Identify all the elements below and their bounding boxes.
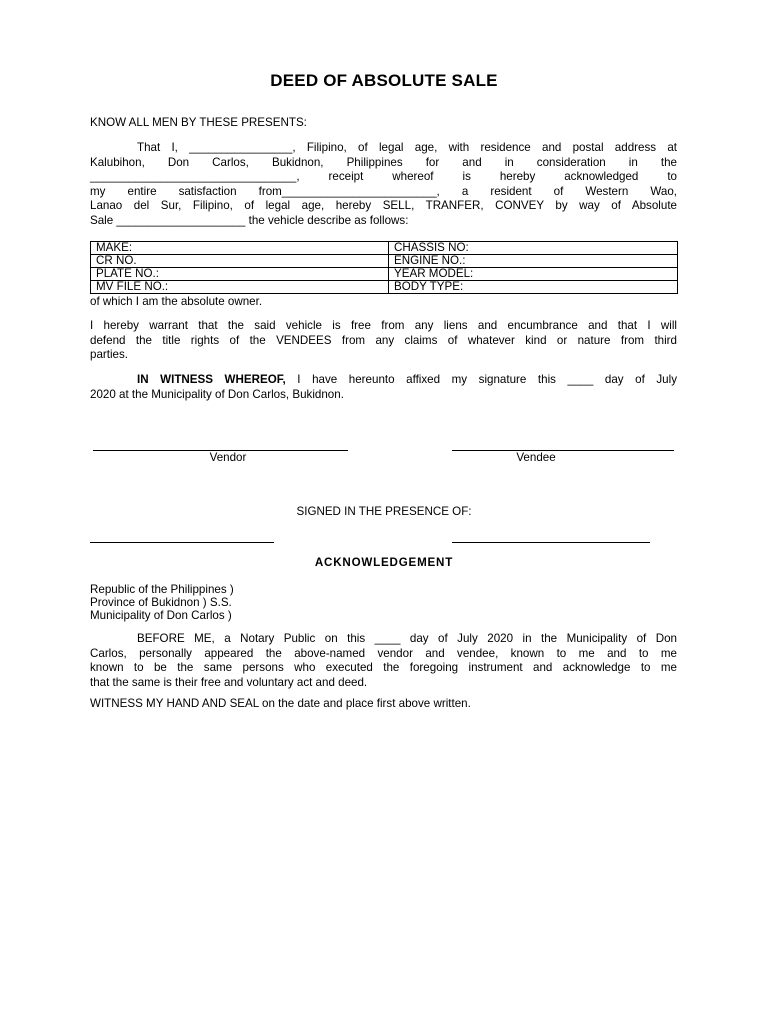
notary-paragraph [90, 632, 677, 690]
warranty-line-1: I hereby warrant that the said vehicle is free from any liens and encumbrance and that I will [90, 319, 677, 332]
engine-cell: ENGINE NO.: [389, 255, 678, 268]
venue-municipality: Municipality of Don Carlos ) [90, 609, 232, 622]
body-type-cell: BODY TYPE: [389, 281, 678, 294]
notary-line-1: BEFORE ME, a Notary Public on this ____ day of July 2020 in the Municipality of Don [137, 632, 677, 645]
year-model-cell: YEAR MODEL: [389, 268, 678, 281]
witness-paragraph [90, 373, 677, 402]
cr-cell: CR NO. [91, 255, 389, 268]
warranty-line-3: parties. [90, 348, 129, 361]
owner-line: of which I am the absolute owner. [90, 295, 263, 308]
witness-rest: I have hereunto affixed my signature this ____ day of July [285, 373, 677, 386]
vehicle-table [90, 241, 678, 294]
acknowledgement-title: ACKNOWLEDGEMENT [314, 556, 454, 569]
witness-signature-line-left [90, 542, 274, 543]
table-row [91, 242, 678, 255]
table-row [91, 255, 678, 268]
venue-block [90, 583, 234, 622]
presence-heading: SIGNED IN THE PRESENCE OF: [296, 505, 472, 518]
plate-cell: PLATE NO.: [91, 268, 389, 281]
table-row [91, 281, 678, 294]
sale-line-5: Lanao del Sur, Filipino, of legal age, hereby SELL, TRANFER, CONVEY by way of Absolute [90, 199, 677, 212]
sale-line-2: Kalubihon, Don Carlos, Bukidnon, Philippines for and in consideration in the [90, 155, 677, 169]
notary-line-3: known to be the same persons who executed the foregoing instrument and acknowledge to me [90, 661, 677, 674]
venue-province: Province of Bukidnon ) S.S. [90, 596, 232, 609]
witness-line-2: 2020 at the Municipality of Don Carlos, Bukidnon. [90, 387, 344, 401]
document-title: DEED OF ABSOLUTE SALE [270, 71, 498, 90]
sale-line-4: my entire satisfaction from________________________, a resident of Western Wao, [90, 184, 677, 198]
sale-paragraph [90, 141, 677, 228]
witness-bold: IN WITNESS WHEREOF, [137, 373, 286, 386]
vendor-label: Vendor [209, 451, 247, 464]
warranty-line-2: defend the title rights of the VENDEES from any claims of whatever kind or nature from third [90, 333, 677, 347]
sale-line-6: Sale ____________________ the vehicle describe as follows: [90, 213, 409, 227]
sale-line-1: That I, ________________, Filipino, of legal age, with residence and postal address at [137, 141, 677, 154]
chassis-cell: CHASSIS NO: [389, 242, 678, 255]
make-cell: MAKE: [91, 242, 389, 255]
mv-file-cell: MV FILE NO.: [91, 281, 389, 294]
closing-line: WITNESS MY HAND AND SEAL on the date and place first above written. [90, 697, 471, 710]
witness-line-1 [90, 373, 677, 388]
intro-line: KNOW ALL MEN BY THESE PRESENTS: [90, 116, 307, 129]
warranty-paragraph [90, 319, 677, 363]
vendee-label: Vendee [516, 451, 556, 464]
notary-line-4: that the same is their free and voluntary act and deed. [90, 675, 368, 689]
notary-line-2: Carlos, personally appeared the above-named vendor and vendee, known to me and to me [90, 646, 677, 660]
table-row [91, 268, 678, 281]
witness-signature-line-right [452, 542, 650, 543]
sale-line-3: ________________________________, receipt whereof is hereby acknowledged to [90, 170, 677, 183]
venue-country: Republic of the Philippines ) [90, 583, 234, 596]
